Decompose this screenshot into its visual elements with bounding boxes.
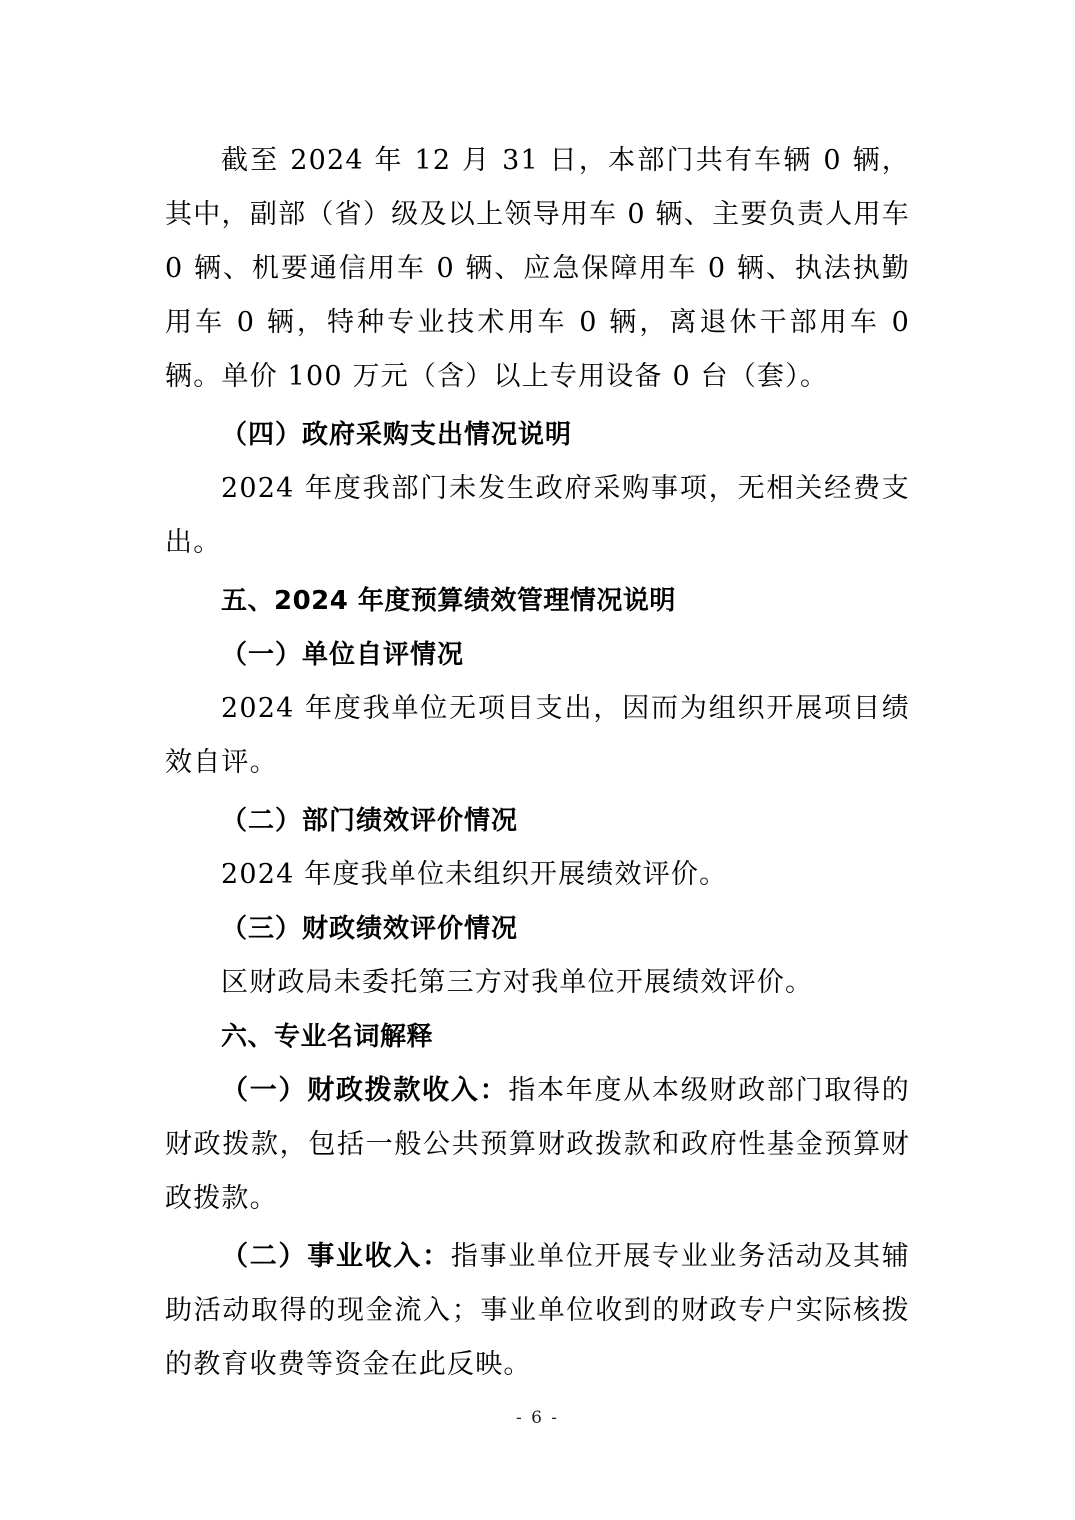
self-eval-paragraph: 2024 年度我单位无项目支出，因而为组织开展项目绩效自评。 [165, 693, 910, 778]
term-2-label: （二）事业收入： [221, 1241, 451, 1272]
section-5-heading: 五、2024 年度预算绩效管理情况说明 [221, 586, 676, 616]
page-number: - 6 - [515, 1408, 560, 1428]
dept-eval-paragraph: 2024 年度我单位未组织开展绩效评价。 [221, 859, 728, 890]
term-1-label: （一）财政拨款收入： [221, 1075, 509, 1106]
dept-eval-heading: （二）部门绩效评价情况 [221, 806, 519, 836]
term-2-paragraph [165, 1230, 910, 1392]
self-eval-heading: （一）单位自评情况 [221, 640, 465, 670]
term-2-text: 指事业单位开展专业业务活动及其辅助活动取得的现金流入；事业单位收到的财政专户实际核拨的教育收费等资金在此反映。 [165, 1241, 910, 1380]
procurement-heading: （四）政府采购支出情况说明 [221, 420, 573, 450]
term-1-text: 指本年度从本级财政部门取得的财政拨款，包括一般公共预算财政拨款和政府性基金预算财政拨款。 [165, 1075, 911, 1214]
procurement-paragraph: 2024 年度我部门未发生政府采购事项，无相关经费支出。 [165, 473, 910, 558]
term-1-paragraph [165, 1064, 910, 1226]
vehicles-paragraph: 截至 2024 年 12 月 31 日，本部门共有车辆 0 辆，其中，副部（省）级及以上领导用车 0 辆、主要负责人用车 0 辆、机要通信用车 0 辆、应急保障用车 0 辆、执法执勤用车 0 辆，特种专业技术用车 0 辆，离退休干部用车 0 辆。单价 100 万元（含）以上专用设备 0 台（套）。 [165, 145, 910, 392]
document-body [165, 134, 910, 1392]
fin-eval-paragraph: 区财政局未委托第三方对我单位开展绩效评价。 [221, 967, 814, 998]
fin-eval-heading: （三）财政绩效评价情况 [221, 914, 519, 944]
section-6-heading: 六、专业名词解释 [221, 1022, 434, 1052]
